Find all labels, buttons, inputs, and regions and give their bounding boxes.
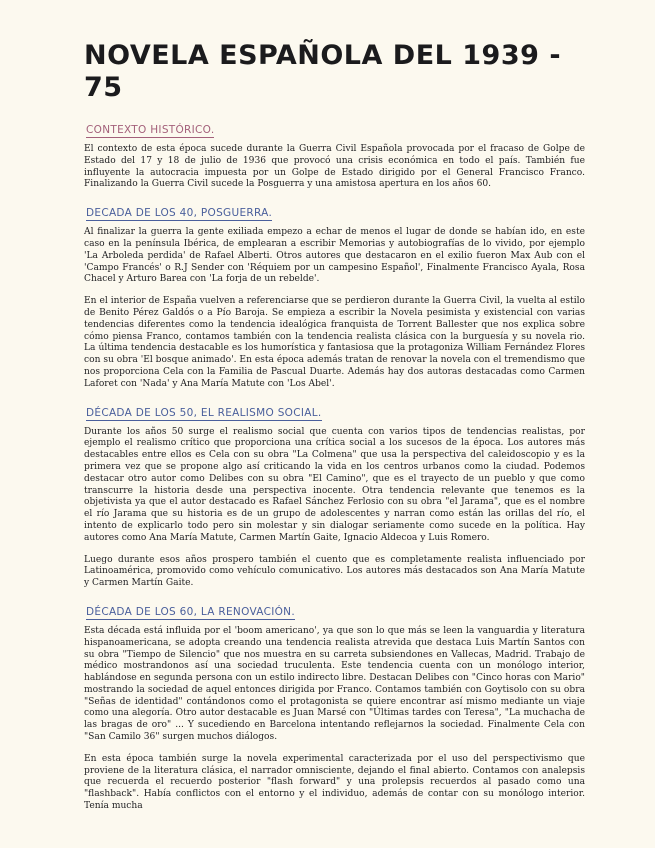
section-heading	[86, 606, 295, 618]
section-decada-40	[84, 201, 585, 390]
section-heading	[86, 407, 322, 419]
page-title: NOVELA ESPAÑOLA DEL 1939 - 75	[84, 40, 562, 103]
paragraph: Esta década está influida por el 'boom americano', ya que son lo que más se leen la vanguardia y literatura hispanoamericana, se adopta creando una tendencia realista atrevida que destaca Luis Martín Santos con su obra "Tiempo de Silencio" que nos muestra en su carreta subsiendones en Vallecas, Madrid. Trabajo de médico mostrandonos así una sociedad truculenta. Este tendencia cuenta con un monólogo interior, hablándose en segunda persona con un estilo indirecto libre. Destacan Delibes con "Cinco horas con Mario" mostrando la sociedad de aquel entonces dirigida por Franco. Contamos también con Goytisolo con su obra "Señas de identidad" contándonos como el protagonista se quiere encontrar así mismo mediante un viaje como una alegoría. Otro autor destacable es Juan Marsé con "Últimas tardes con Teresa", "La muchacha de las bragas de oro" ... Y sucediendo en Barcelona intentando reflejarnos la sociedad. Finalmente Cela con "San Camilo 36" surgen muchos diálogos.	[84, 625, 585, 743]
paragraph: En esta época también surge la novela experimental caracterizada por el uso del perspectivismo que proviene de la literatura clásica, el narrador omnisciente, dejando el final abierto. Contamos con analepsis que recuerda el recuerdo posterior "flash forward" y una prolepsis recuerdos al pasado como una "flashback". Había conflictos con el entorno y el individuo, además de contar con su monólogo interior. Tenía mucha	[84, 753, 585, 812]
section-heading-text: DÉCADA DE LOS 50, EL REALISMO SOCIAL.	[86, 406, 322, 419]
paragraph: Al finalizar la guerra la gente exiliada empezo a echar de menos el lugar de donde se habían ido, en este caso en la península Ibérica, de emplearan a escribir Memorias y autobiografías de lo vivido, por ejemplo 'La Arboleda perdida' de Rafael Alberti. Otros autores que destacaron en el exilio fueron Max Aub con el 'Campo Francés' o R.J Sender con 'Réquiem por un campesino Español', Finalmente Francisco Ayala, Rosa Chacel y Arturo Barea con 'La forja de un rebelde'.	[84, 227, 585, 285]
section-decada-60	[84, 600, 585, 813]
section-heading	[86, 207, 272, 219]
paragraph: En el interior de España vuelven a referenciarse que se perdieron durante la Guerra Civil, la vuelta al estilo de Benito Pérez Galdós o a Pío Baroja. Se empieza a escribir la Novela pesimista y existencial con varias tendencias diferentes como la tendencia idealógica franquista de Torrent Ballester que nos explica sobre cómo piensa Franco, contamos también con la tendencia realista clásica con la burguesía y su novela rio. La última tendencia destacable es los humorística y fantasiosa que la protagoniza William Fernández Flores con su obra 'El bosque animado'. En esta época además tratan de renovar la novela con el tremendismo que nos proporciona Cela con la Familia de Pascual Duarte. Además hay dos autoras destacadas como Carmen Laforet con 'Nada' y Ana María Matute con 'Los Abel'.	[84, 296, 585, 389]
section-contexto	[84, 118, 585, 191]
section-heading-text: DÉCADA DE LOS 60, LA RENOVACIÓN.	[86, 605, 295, 618]
section-heading-text: CONTEXTO HISTÓRICO.	[86, 124, 215, 136]
section-heading	[86, 124, 214, 136]
paragraph: El contexto de esta época sucede durante la Guerra Civil Española provocada por el fracaso de Golpe de Estado del 17 y 18 de julio de 1936 que provocó una crisis económica en todo el país. También fue influyente la autocracia impuesta por un Golpe de Estado dirigido por el General Francisco Franco. Finalizando la Guerra Civil sucede la Posguerra y una amistosa apertura en los años 60.	[84, 144, 585, 190]
paragraph: Durante los años 50 surge el realismo social que cuenta con varios tipos de tendencias realistas, por ejemplo el realismo crítico que proporciona una crítica social a los sucesos de la época. Los autores más destacables entre ellos es Cela con su obra "La Colmena" que usa la perspectiva del caleidoscopio y es la primera vez que se propone algo así criticando la vida en los centros urbanos como la ciudad. Podemos destacar otro autor como Delibes con su obra "El Camino", que es el trayecto de un pueblo y que como transcurre la historia desde una perspectiva inocente. Otra tendencia relevante que tenemos es la objetivista ya que el autor destacado es Rafael Sánchez Ferlosio con su obra "el Jarama", que es el nombre el río Jarama que su historia es de un grupo de adolescentes y narran como están las orillas del río, el intento de explicarlo todo pero sin molestar y sin dialogar seriamente como sucede en la política. Hay autores como Ana María Matute, Carmen Martín Gaite, Ignacio Aldecoa y Luis Romero.	[84, 426, 585, 543]
paragraph: Luego durante esos años prospero también el cuento que es completamente realista influenciado por Latinoamérica, promovido como vehículo comunicativo. Los autores más destacados son Ana María Matute y Carmen Martín Gaite.	[84, 554, 585, 589]
section-decada-50	[84, 401, 585, 590]
section-heading-text: DECADA DE LOS 40, POSGUERRA.	[86, 207, 273, 220]
